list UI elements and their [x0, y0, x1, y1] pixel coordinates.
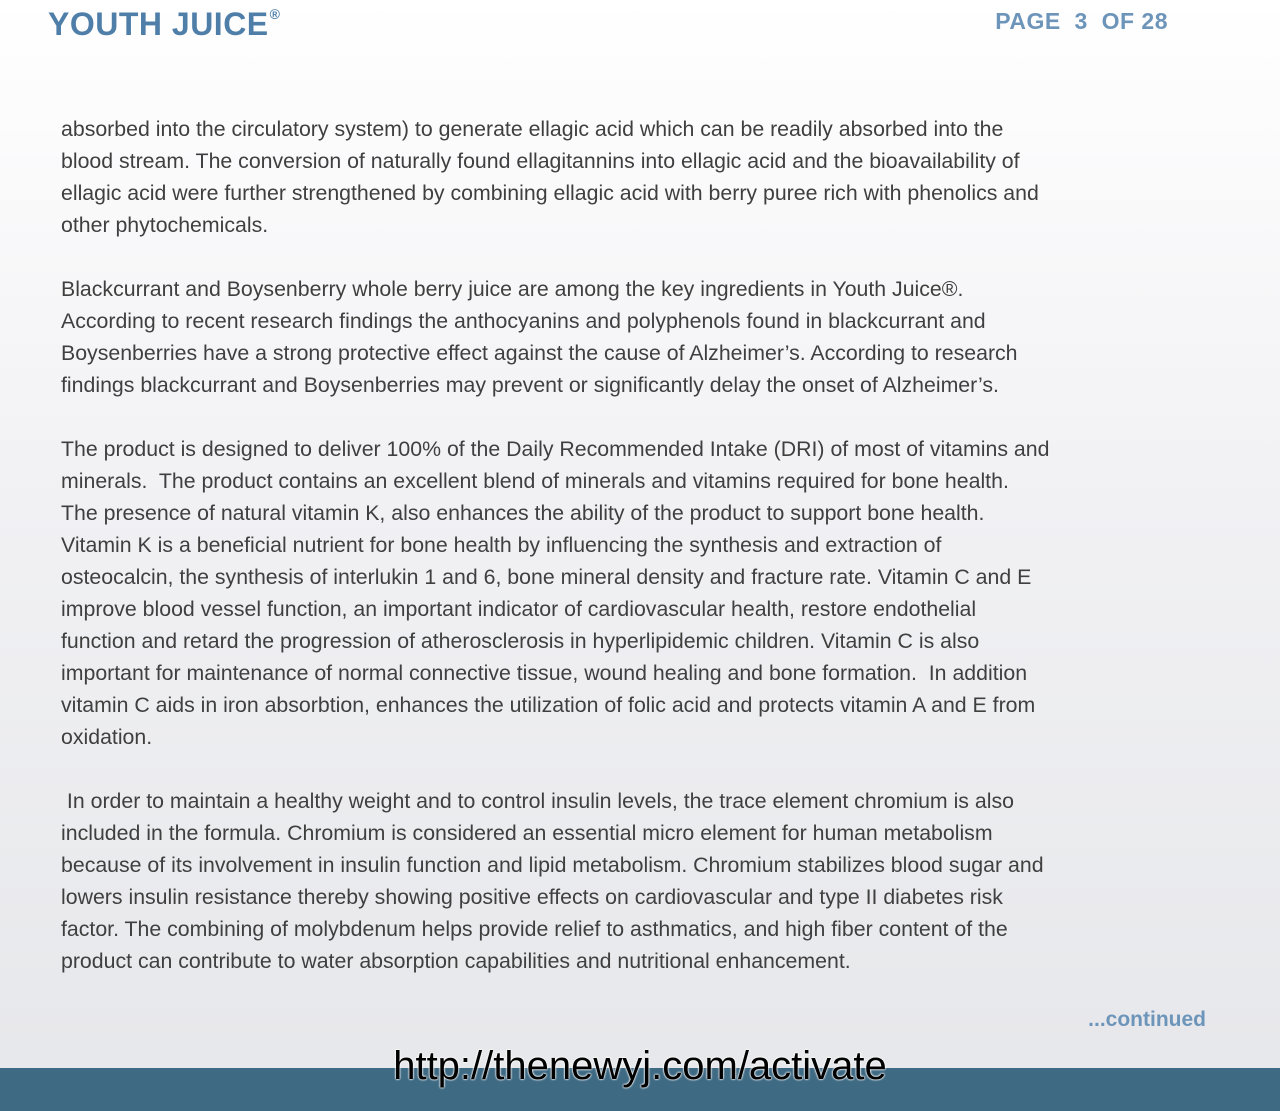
registered-mark: ®: [269, 6, 281, 23]
page-current: 3: [1074, 8, 1088, 34]
page-total: 28: [1141, 8, 1168, 34]
page-label: PAGE: [995, 8, 1061, 34]
page-of-label: OF: [1101, 8, 1135, 34]
paragraph-vitamins: The product is designed to deliver 100% of the Daily Recommended Intake (DRI) of most of vitamins and minerals. The product contains an excellent blend of minerals and vitamins required for bone health. The presence of natural vitamin K, also enhances the ability of the product to support bone health. Vitamin K is a beneficial nutrient for bone health by influencing the synthesis and extraction of osteocalcin, the synthesis of interlukin 1 and 6, bone mineral density and fracture rate. Vitamin C and E improve blood vessel function, an important indicator of cardiovascular health, restore endothelial function and retard the progression of atherosclerosis in hyperlipidemic children. Vitamin C is also important for maintenance of normal connective tissue, wound healing and bone formation. In addition vitamin C aids in iron absorbtion, enhances the utilization of folic acid and protects vitamin A and E from oxidation.: [61, 437, 1050, 749]
brand-title: [48, 6, 280, 43]
paragraph-berries: Blackcurrant and Boysenberry whole berry juice are among the key ingredients in Youth Juice®. According to recent research findings the anthocyanins and polyphenols found in blackcurrant and Boysenberries have a strong protective effect against the cause of Alzheimer’s. According to research findings blackcurrant and Boysenberries may prevent or significantly delay the onset of Alzheimer’s.: [61, 277, 1018, 397]
continued-link[interactable]: ...continued: [1088, 1008, 1206, 1031]
paragraph-chromium: In order to maintain a healthy weight and to control insulin levels, the trace element chromium is also included in the formula. Chromium is considered an essential micro element for human metabolism because of its involvement in insulin function and lipid metabolism. Chromium stabilizes blood sugar and lowers insulin resistance thereby showing positive effects on cardiovascular and type II diabetes risk factor. The combining of molybdenum helps provide relief to asthmatics, and high fiber content of the product can contribute to water absorption capabilities and nutritional enhancement.: [61, 789, 1044, 973]
page-indicator: [995, 8, 1168, 35]
body-content: [61, 113, 1211, 1009]
brand-name: YOUTH JUICE: [48, 6, 269, 42]
activate-url[interactable]: http://thenewyj.com/activate: [393, 1044, 887, 1088]
paragraph-ellagic-acid: absorbed into the circulatory system) to generate ellagic acid which can be readily absorbed into the blood stream. The conversion of naturally found ellagitannins into ellagic acid and the bioavailability of ellagic acid were further strengthened by combining ellagic acid with berry puree rich with phenolics and other phytochemicals.: [61, 117, 1039, 237]
